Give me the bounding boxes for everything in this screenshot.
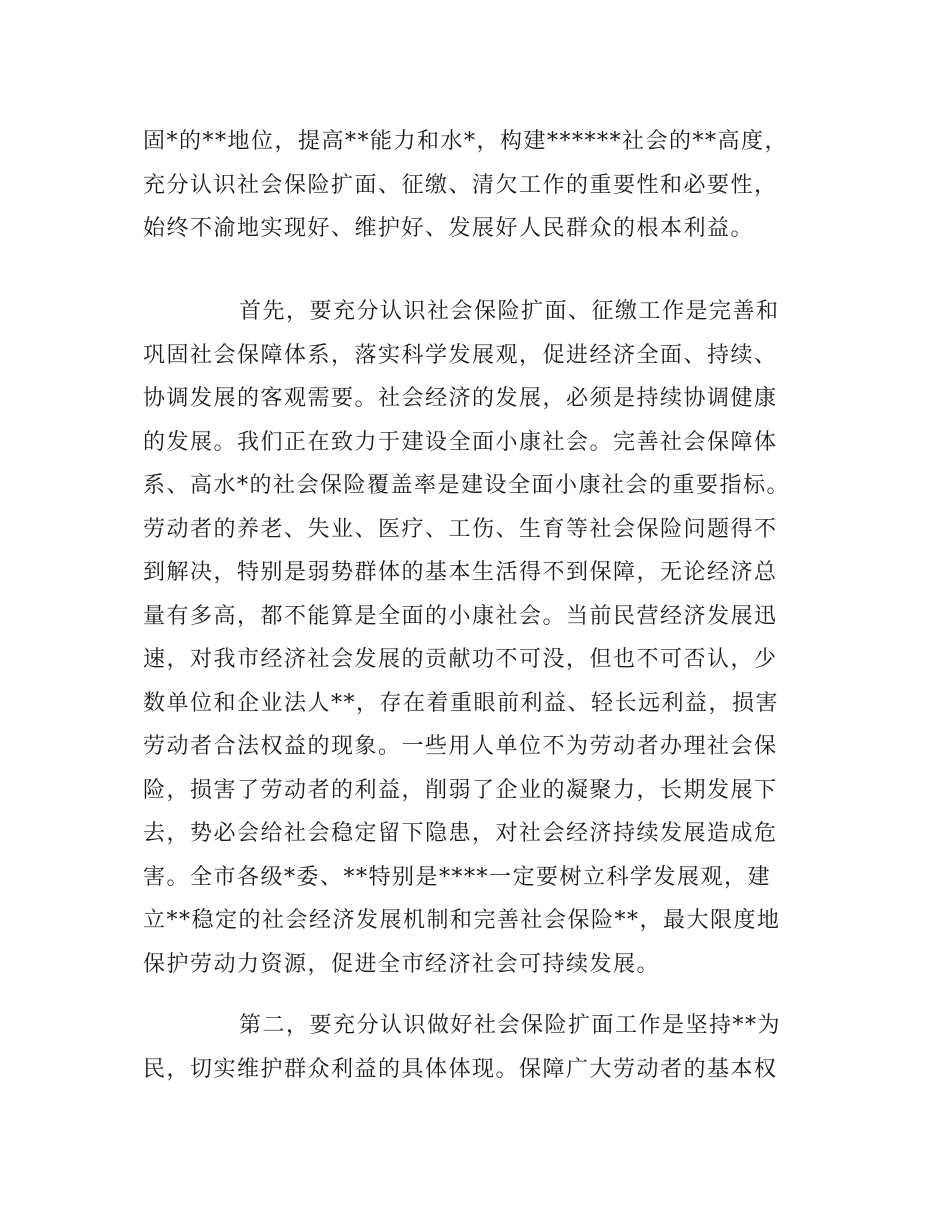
paragraph-line: 到解决，特别是弱势群体的基本生活得不到保障，无论经济总 [143, 560, 778, 585]
paragraph-line: 系、高水*的社会保险覆盖率是建设全面小康社会的重要指标。 [143, 473, 791, 498]
paragraph-line: 险，损害了劳动者的利益，削弱了企业的凝聚力，长期发展下 [143, 777, 778, 803]
paragraph-line: 第二，要充分认识做好社会保险扩面工作是坚持**为 [239, 1013, 782, 1038]
paragraph-line: 保护劳动力资源，促进全市经济社会可持续发展。 [143, 951, 661, 977]
paragraph-line: 首先，要充分认识社会保险扩面、征缴工作是完善和 [239, 299, 780, 324]
paragraph-line: 量有多高，都不能算是全面的小康社会。当前民营经济发展迅 [143, 603, 778, 629]
paragraph-line: 立**稳定的社会经济发展机制和完善社会保险**，最大限度地 [143, 908, 781, 933]
paragraph-line: 协调发展的客观需要。社会经济的发展，必须是持续协调健康 [143, 386, 778, 411]
paragraph-continuation [143, 120, 823, 251]
paragraph-line: 去，势必会给社会稳定留下隐患，对社会经济持续发展造成危 [143, 821, 778, 846]
paragraph-line: 充分认识社会保险扩面、征缴、清欠工作的重要性和必要性， [143, 172, 778, 198]
paragraph-line: 劳动者的养老、失业、医疗、工伤、生育等社会保险问题得不 [143, 516, 778, 542]
paragraph-line: 固*的**地位，提高**能力和水*，构建******社会的**高度， [143, 129, 789, 154]
paragraph-line: 速，对我市经济社会发展的贡献功不可没，但也不可否认，少 [143, 647, 778, 672]
paragraph-line: 民，切实维护群众利益的具体体现。保障广大劳动者的基本权 [143, 1056, 778, 1082]
paragraph-line: 害。全市各级*委、**特别是****一定要树立科学发展观，建 [143, 864, 772, 890]
paragraph-line: 数单位和企业法人**，存在着重眼前利益、轻长远利益，损害 [143, 690, 780, 716]
paragraph-second-point [143, 1004, 823, 1091]
paragraph-first-point [143, 290, 823, 986]
paragraph-line: 的发展。我们正在致力于建设全面小康社会。完善社会保障体 [143, 429, 778, 455]
paragraph-line: 始终不渝地实现好、维护好、发展好人民群众的根本利益。 [143, 216, 755, 241]
paragraph-line: 巩固社会保障体系，落实科学发展观，促进经济全面、持续、 [143, 342, 778, 368]
paragraph-line: 劳动者合法权益的现象。一些用人单位不为劳动者办理社会保 [143, 734, 778, 759]
